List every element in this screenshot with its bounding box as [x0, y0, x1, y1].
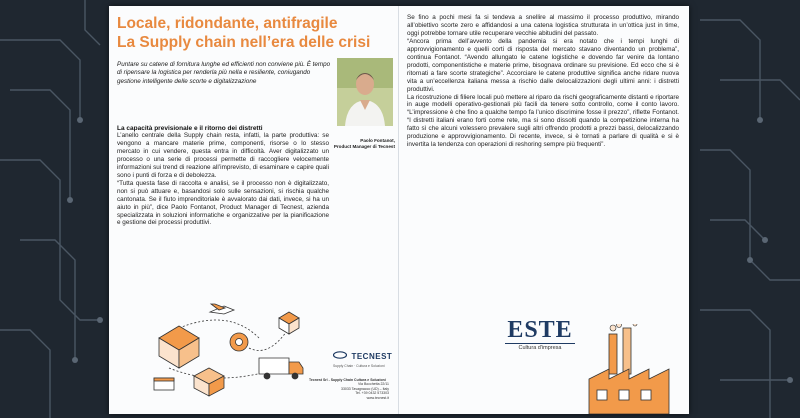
title-line-1: Locale, ridondante, antifragile	[117, 15, 338, 32]
magazine-spread	[109, 6, 689, 414]
logistics-illustration	[139, 298, 319, 402]
este-name: ESTE	[507, 317, 573, 343]
tecnest-name: TECNEST	[351, 352, 393, 361]
contact-title: Tecnest Srl - Supply Chain Cultura e Soluzioni	[309, 378, 386, 382]
tecnest-logo	[333, 346, 403, 368]
factory-illustration	[579, 324, 689, 414]
right-column	[407, 14, 679, 149]
caption-name: Paolo Fontanot,	[360, 138, 395, 143]
contact-line: Via Bocchetta 22/11	[357, 382, 389, 387]
right-paragraph-3: La ricostruzione di filiere locali può mettere al riparo da rischi geograficamente distanti e riportare in auge modelli operativo-gestionali più facili da tenere sotto controllo, come il conto lavoro. “L’impressione è che fino a qualche tempo fa l’unico discrimine fosse il prezzo”, riflette Fontanot. “I distretti italiani erano forti come rete, ma si sono dissolti quando la competizione interna ha fatto sì che alcuni volessero prevalere sugli altri offrendo prodotti a prezzi bassi, delocalizzando produzione e approvvigionamento. Di recente, invece, si è tornati a parlare di qualità e si è invertita la tendenza con operazioni di reshoring sempre più frequenti”.	[407, 93, 679, 149]
article-title	[117, 14, 393, 52]
photo-caption	[333, 138, 395, 150]
portrait-photo	[337, 58, 393, 126]
contact-line: 33033 Tavagnacco (UD) – Italy	[341, 386, 389, 391]
section-subheading: La capacità previsionale e il ritorno dei distretti	[117, 125, 263, 132]
contact-line: www.tecnest.it	[366, 395, 389, 400]
article-lead: Puntare su catene di fornitura lunghe ed efficienti non conviene più. È tempo di ripensare la logistica per renderla più nella e resiliente, coniugando gestione intelligente delle scorte e digitalizzazione	[117, 61, 331, 85]
right-paragraph-2: “Ancora prima dell’avvento della pandemia si era notato che i tempi lunghi di approvvigionamento e quelli corti di risposta del mercato stavano diventando un problema”, continua Fontanot. “Avendo allungato le catene logistiche e dovendo far venire da lontano prodotti, componentistiche e materie prime, bisognava ordinare su previsione. Ed ecco che si è ritornati a fare scorte strategiche”. Accorciare le catene produttive significa anche ridare nuova vita a un’eccellenza italiana messa a rischio dalle delocalizzazioni degli ultimi anni: i distretti produttivi.	[407, 37, 679, 93]
left-body	[117, 125, 329, 227]
este-logo	[505, 318, 575, 351]
tecnest-tagline: Supply Chain · Cultura e Soluzioni	[333, 364, 385, 368]
left-paragraph-1: L’anello centrale della Supply chain resta, infatti, la parte produttiva: se vengono a mancare materie prime, componenti, risorse o lo stesso mercato in cui vendere, questa entra in difficoltà. Aver digitalizzato un processo o una serie di processi permette di raccogliere velocemente informazioni sui trend di reazione all’imprevisto, di esaminare e capire quali sono i punti di forza e di debolezza.	[117, 132, 329, 179]
contact-line: Tel. +39 0432 573303	[355, 391, 389, 396]
caption-role: Product Manager di Tecnest	[333, 144, 395, 149]
title-line-2: La Supply chain nell’era delle crisi	[117, 34, 371, 51]
right-paragraph-1: Se fino a pochi mesi fa si tendeva a snellire al massimo il processo produttivo, mirando all’obiettivo scorte zero e affidandosi a una catena logistica strutturata in un’ottica just in time, oggi potrebbe tornare utile recuperare vecchie abitudini del passato.	[407, 14, 679, 37]
tecnest-contact	[309, 378, 389, 400]
este-tagline: Cultura d'impresa	[505, 343, 575, 351]
tecnest-mark-icon	[333, 351, 347, 359]
left-paragraph-2: “Tutta questa fase di raccolta e analisi, se il processo non è digitalizzato, non si può attuare e, basandosi solo sulle sensazioni, si rischia qualche cantonata. Se il fiuto imprenditoriale è avvalorato dai dati, invece, si ha un aiuto in più”, dice Paolo Fontanot, Product Manager di Tecnest, azienda specializzata in soluzioni informatiche e organizzative per la pianificazione e gestione dei processi produttivi.	[117, 179, 329, 227]
